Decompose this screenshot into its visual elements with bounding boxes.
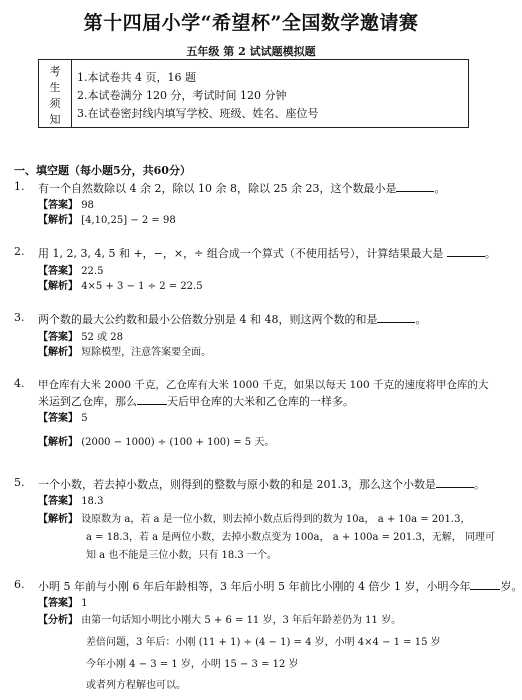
answer-value: 98 <box>81 200 94 211</box>
notice-label-char: 须 <box>49 97 61 110</box>
answer-value: 22.5 <box>81 266 104 277</box>
answer-line <box>38 594 88 609</box>
analysis-line <box>38 510 470 525</box>
question-text: 用 1, 2, 3, 4, 5 和 +，−，×，÷ 组合成一个算式（不使用括号），计算结果最大是 。 <box>38 247 496 260</box>
answer-value: 1 <box>81 598 88 609</box>
notice-label-column <box>39 60 72 127</box>
analysis-line <box>38 277 203 292</box>
analysis-text: 知 a 也不能是三位小数，只有 18.3 一个。 <box>86 550 277 561</box>
answer-line <box>38 409 88 424</box>
analysis-tag: 【解析】 <box>38 215 78 226</box>
question-text: 甲仓库有大米 2000 千克，乙仓库有大米 1000 千克，如果以每天 100 千克的速度将甲仓库的大 <box>38 379 489 391</box>
question-number: 6. <box>14 578 25 591</box>
analysis-text: 差倍问题，3 年后：小刚 (11 + 1) ÷ (4 − 1) = 4 岁，小明 4×4 − 1 = 15 岁 <box>86 637 441 648</box>
analysis-text: [4,10,25] − 2 = 98 <box>81 215 176 226</box>
page-title: 第十四届小学“希望杯”全国数学邀请赛 <box>83 12 419 34</box>
answer-line <box>38 328 123 343</box>
question-number: 2. <box>14 245 25 258</box>
analysis-tag: 【解析】 <box>38 281 78 292</box>
analysis-text: 4×5 + 3 − 1 ÷ 2 = 22.5 <box>81 281 203 292</box>
question-text: 小明 5 年前与小刚 6 年后年龄相等，3 年后小明 5 年前比小刚的 4 倍少 1 岁，小明今年 岁。 <box>38 580 522 593</box>
question-text: 两个数的最大公约数和最小公倍数分别是 4 和 48，则这两个数的和是 。 <box>38 313 427 326</box>
analysis-tag: 【解析】 <box>38 347 78 358</box>
analysis-text: a = 18.3，若 a 是两位小数，去掉小数点变为 100a， a + 100a = 201.3，无解， 同理可 <box>86 532 495 543</box>
notice-label-char: 考 <box>49 65 61 78</box>
answer-tag: 【答案】 <box>38 266 78 277</box>
analysis-line <box>38 433 274 448</box>
analysis-line <box>38 211 176 226</box>
answer-tag: 【答案】 <box>38 332 78 343</box>
notice-rule: 1.本试卷共 4 页，16 题 <box>77 71 196 84</box>
question-number: 1. <box>14 180 25 193</box>
answer-value: 52 或 28 <box>81 332 123 343</box>
analysis-tag: 【分析】 <box>38 615 78 626</box>
analysis-text: 今年小刚 4 − 3 = 1 岁，小明 15 − 3 = 12 岁 <box>86 659 299 670</box>
analysis-line <box>38 611 401 626</box>
answer-tag: 【答案】 <box>38 496 78 507</box>
question-text: 有一个自然数除以 4 余 2，除以 10 余 8，除以 25 余 23，这个数最小是 。 <box>38 182 446 195</box>
answer-line <box>38 196 94 211</box>
section-title: 一、填空题（每小题5分，共60分） <box>14 164 191 177</box>
question-number: 5. <box>14 476 25 489</box>
analysis-text: 由第一句话知小明比小刚大 5 + 6 = 11 岁，3 年后年龄差仍为 11 岁。 <box>81 615 402 626</box>
notice-label-char: 生 <box>49 81 61 94</box>
page-subtitle: 五年级 第 2 试试题模拟题 <box>186 45 316 58</box>
notice-rule: 3.在试卷密封线内填写学校、班级、姓名、座位号 <box>77 107 319 120</box>
question-text: 一个小数，若去掉小数点，则得到的整数与原小数的和是 201.3，那么这个小数是 。 <box>38 478 485 491</box>
analysis-text: (2000 − 1000) ÷ (100 + 100) = 5 天。 <box>81 437 275 448</box>
answer-tag: 【答案】 <box>38 598 78 609</box>
analysis-text: 短除模型，注意答案要全面。 <box>81 347 212 358</box>
answer-value: 18.3 <box>81 496 104 507</box>
answer-value: 5 <box>81 413 88 424</box>
answer-tag: 【答案】 <box>38 413 78 424</box>
question-number: 3. <box>14 311 25 324</box>
answer-line <box>38 492 103 507</box>
question-text-continued: 米运到乙仓库，那么 天后甲仓库的大米和乙仓库的一样多。 <box>38 395 354 408</box>
answer-tag: 【答案】 <box>38 200 78 211</box>
exam-notice-box <box>38 59 469 128</box>
analysis-text: 或者列方程解也可以。 <box>86 680 186 691</box>
question-number: 4. <box>14 377 25 390</box>
analysis-tag: 【解析】 <box>38 437 78 448</box>
notice-rule: 2.本试卷满分 120 分，考试时间 120 分钟 <box>77 89 287 102</box>
answer-line <box>38 262 103 277</box>
analysis-line <box>38 343 211 358</box>
analysis-text: 设原数为 a，若 a 是一位小数，则去掉小数点后得到的数为 10a， a + 10a = 201.3， <box>81 514 471 525</box>
analysis-tag: 【解析】 <box>38 514 78 525</box>
notice-label-char: 知 <box>49 113 61 126</box>
